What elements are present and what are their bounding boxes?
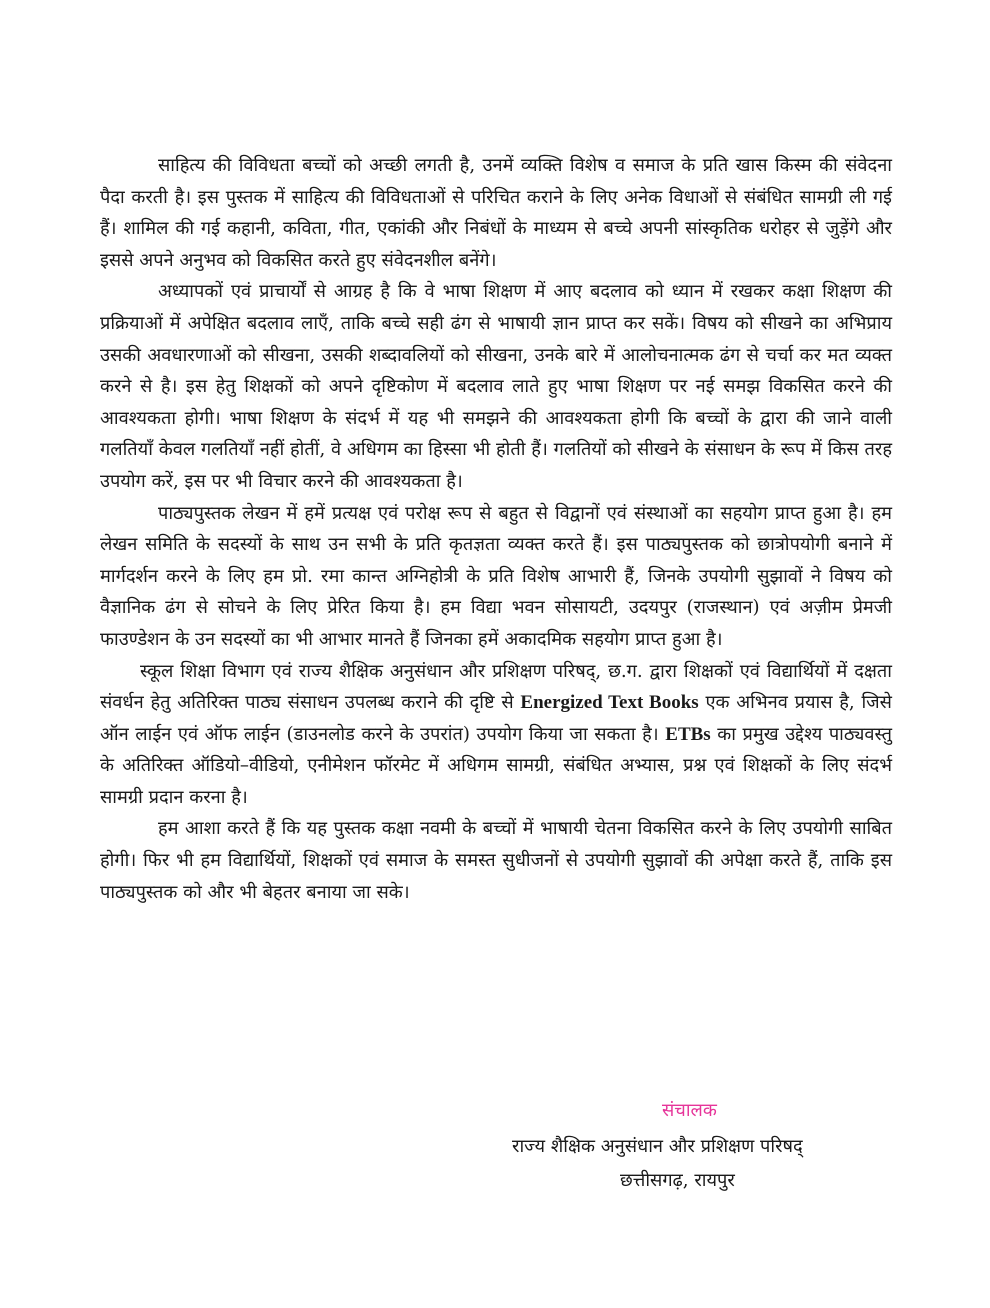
signatory-organization: राज्य शैक्षिक अनुसंधान और प्रशिक्षण परिषद्	[512, 1136, 803, 1157]
paragraph-acknowledgement: पाठ्यपुस्तक लेखन में हमें प्रत्यक्ष एवं परोक्ष रूप से बहुत से विद्वानों एवं संस्थाओं का सहयोग प्राप्त हुआ है। हम लेखन समिति के सदस्यों के साथ उन सभी के प्रति कृतज्ञता व्यक्त करते हैं। इस पाठ्यपुस्तक को छात्रोपयोगी बनाने में मार्गदर्शन करने के लिए हम प्रो. रमा कान्त अग्निहोत्री के प्रति विशेष आभारी हैं, जिनके उपयोगी सुझावों ने विषय को वैज्ञानिक ढंग से सोचने के लिए प्रेरित किया है। हम विद्या भवन सोसायटी, उदयपुर (राजस्थान) एवं अज़ीम प्रेमजी फाउण्डेशन के उन सदस्यों का भी आभार मानते हैं जिनका हमें अकादमिक सहयोग प्राप्त हुआ है।	[100, 502, 892, 650]
signatory-place: छत्तीसगढ़, रायपुर	[620, 1170, 735, 1191]
etb-text-part-3: का प्रमुख उद्देश्य पाठ्यवस्तु के अतिरिक्त ऑडियो–वीडियो, एनीमेशन फॉरमेट में अधिगम सामग्री, संबंधित अभ्यास, प्रश्न एवं शिक्षकों के लिए संदर्भ सामग्री प्रदान करना है।	[100, 723, 892, 808]
signatory-role: संचालक	[662, 1100, 717, 1121]
paragraph-energized-textbooks	[100, 656, 892, 814]
paragraph-closing-hope: हम आशा करते हैं कि यह पुस्तक कक्षा नवमी के बच्चों में भाषायी चेतना विकसित करने के लिए उपयोगी साबित होगी। फिर भी हम विद्यार्थियों, शिक्षकों एवं समाज के समस्त सुधीजनों से उपयोगी सुझावों की अपेक्षा करते हैं, ताकि इस पाठ्यपुस्तक को और भी बेहतर बनाया जा सके।	[100, 818, 892, 903]
etb-text-part-2: एक अभिनव प्रयास है, जिसे ऑन लाईन एवं ऑफ लाईन (डाउनलोड करने के उपरांत) उपयोग किया जा सकता है।	[100, 692, 892, 745]
foreword-body	[100, 150, 892, 908]
etb-text-part-1: स्कूल शिक्षा विभाग एवं राज्य शैक्षिक अनुसंधान और प्रशिक्षण परिषद्, छ.ग. द्वारा शिक्षकों एवं विद्यार्थियों में दक्षता संवर्धन हेतु अतिरिक्त पाठ्य संसाधन उपलब्ध कराने की दृष्टि से	[100, 660, 892, 714]
energized-text-books-term: Energized Text Books	[520, 692, 699, 714]
etbs-term: ETBs	[665, 723, 711, 745]
paragraph-literature-diversity: साहित्य की विविधता बच्चों को अच्छी लगती है, उनमें व्यक्ति विशेष व समाज के प्रति खास किस्म की संवेदना पैदा करती है। इस पुस्तक में साहित्य की विविधताओं से परिचित कराने के लिए अनेक विधाओं से संबंधित सामग्री ली गई हैं। शामिल की गई कहानी, कविता, गीत, एकांकी और निबंधों के माध्यम से बच्चे अपनी सांस्कृतिक धरोहर से जुड़ेंगे और इससे अपने अनुभव को विकसित करते हुए संवेदनशील बनेंगे।	[100, 155, 892, 271]
paragraph-teacher-request: अध्यापकों एवं प्राचार्यों से आग्रह है कि वे भाषा शिक्षण में आए बदलाव को ध्यान में रखकर कक्षा शिक्षण की प्रक्रियाओं में अपेक्षित बदलाव लाएँ, ताकि बच्चे सही ढंग से भाषायी ज्ञान प्राप्त कर सकें। विषय को सीखने का अभिप्राय उसकी अवधारणाओं को सीखना, उसकी शब्दावलियों को सीखना, उनके बारे में आलोचनात्मक ढंग से चर्चा कर मत व्यक्त करने से है। इस हेतु शिक्षकों को अपने दृष्टिकोण में बदलाव लाते हुए भाषा शिक्षण पर नई समझ विकसित करने की आवश्यकता होगी। भाषा शिक्षण के संदर्भ में यह भी समझने की आवश्यकता होगी कि बच्चों के द्वारा की जाने वाली गलतियाँ केवल गलतियाँ नहीं होतीं, वे अधिगम का हिस्सा भी होती हैं। गलतियों को सीखने के संसाधन के रूप में किस तरह उपयोग करें, इस पर भी विचार करने की आवश्यकता है।	[100, 281, 892, 492]
